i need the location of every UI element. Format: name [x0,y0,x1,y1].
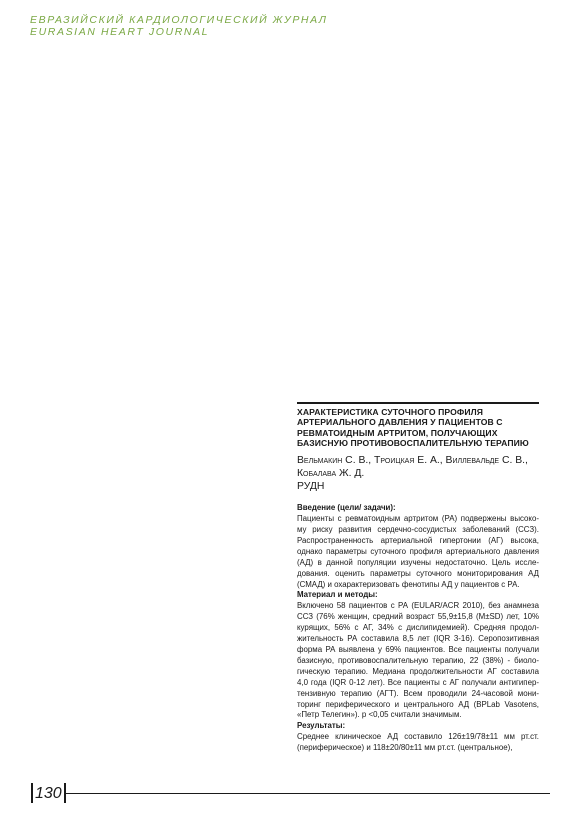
article-abstract [297,402,539,754]
journal-header [30,14,328,38]
article-authors: Вельмакин С. В., Троицкая Е. А., Виллевальде С. В., Кобалава Ж. Д. [297,454,528,479]
intro-text: Пациенты с ревматоидным артритом (РА) подвержены высоко-му риску развития сердечно-сосудистых заболеваний (ССЗ). Распространенность артериальной гипертонии (АГ) высока, однако параметры суточного профиля артериального давления (АД) в данной популяции изучены недостаточно. Цель иссле-дования. оценить параметры суточного мониторирования АД (СМАД) и охарактеризовать фенотипы АД у пациентов с РА. [297,514,539,589]
methods-text: Включено 58 пациентов с РА (EULAR/ACR 2010), без анамнеза ССЗ (76% женщин, средний возраст 55,9±15,8 (M±SD) лет, 10% курящих, 56% с АГ, 34% с дислипидемией). Средняя продол-жительность РА составила 8,5 лет (IQR 3-16). Серопозитивная форма РА выявлена у 69% пациентов. Все пациенты получали базисную, противовоспалительную терапию, 22 (38%) - биоло-гическую терапию. Медиана продолжительности АГ составила 4,0 года (IQR 0-12 лет). Все пациенты с АГ получали антигипер-тензивную терапию (АГТ). Всем проводили 24-часовой мони-торинг периферического и центрального АД (BPLab Vasotens, «Петр Телегин»). p <0,05 считали значимым. [297,601,539,720]
results-heading: Результаты: [297,721,346,731]
article-title: ХАРАКТЕРИСТИКА СУТОЧНОГО ПРОФИЛЯ АРТЕРИАЛЬНОГО ДАВЛЕНИЯ У ПАЦИЕНТОВ С РЕВМАТОИДНЫМ АРТРИТОМ, ПОЛУЧАЮЩИХ БАЗИСНУЮ ПРОТИВОВОСПАЛИТЕЛЬНУЮ ТЕРАПИЮ [297,407,529,449]
methods-heading: Материал и методы: [297,590,378,600]
journal-title-ru: ЕВРАЗИЙСКИЙ КАРДИОЛОГИЧЕСКИЙ ЖУРНАЛ [30,14,328,26]
results-text: Среднее клиническое АД составило 126±19/78±11 мм рт.ст. (периферическое) и 118±20/80±11 мм рт.ст. (центральное), [297,732,539,753]
journal-title-en: EURASIAN HEART JOURNAL [30,26,210,38]
intro-heading: Введение (цели/ задачи): [297,503,396,513]
title-rule [297,402,539,404]
footer-rule [64,793,550,794]
page-number-left-bar [31,783,33,803]
article-affiliation: РУДН [297,481,325,493]
page-number: 130 [35,785,62,802]
